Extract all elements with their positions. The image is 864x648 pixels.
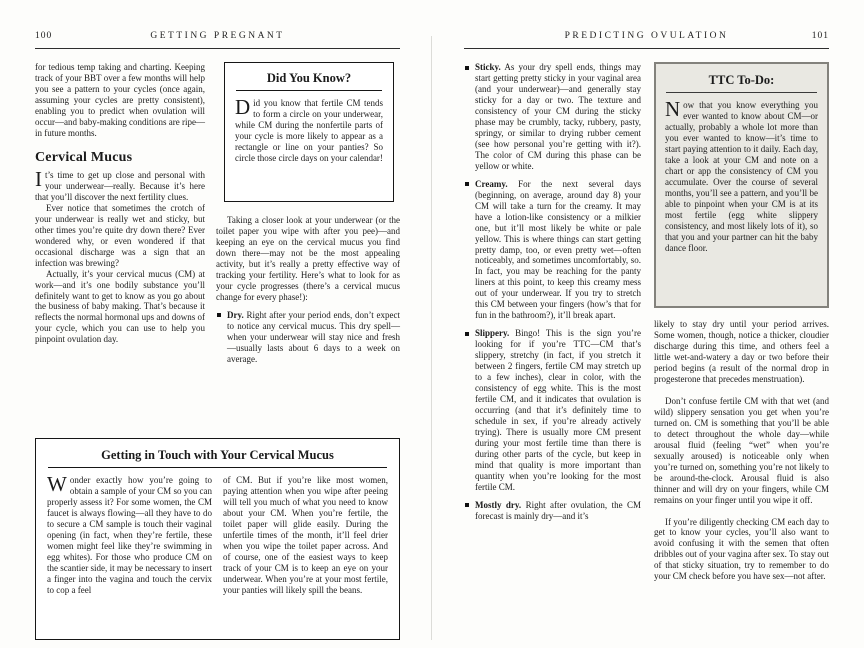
box-divider [48, 467, 387, 468]
spine-divider [431, 36, 432, 640]
box-divider [666, 92, 817, 93]
paragraph: Taking a closer look at your underwear (or the toilet paper you wipe with after you pee)—and keeping an eye on the cervical mucus you find down there—may not be the most appealing activity, but it’s really a pretty effective way of tracking your fertility. Here’s what to look for as your cycle progresses (there’s a cervical mucus change for every phase!): [216, 215, 400, 302]
left-page-column-1 [35, 62, 205, 345]
paragraph: for tedious temp taking and charting. Keeping track of your BBT over a few months will help you see a pattern to your cycles (once again, assuming your cycles are pretty consistent), enabling you to predict when ovulation will occur—and baby-making conditions are ripe—in future months. [35, 62, 205, 138]
bullet-text: Right after your period ends, don’t expect to notice any cervical mucus. This dry spell—when your underwear will stay nice and fresh—usually lasts about 6 days to a week on average. [227, 309, 401, 364]
bullet-item [464, 500, 641, 522]
bullet-item [464, 62, 641, 172]
did-you-know-box [224, 62, 394, 202]
bullet-item [464, 179, 641, 322]
paragraph: It’s time to get up close and personal with your underwear—really. Because it’s here that you’ll discover the next fertility clues. [35, 166, 205, 202]
bullet-square-icon [217, 313, 221, 317]
ttc-todo-box [654, 62, 829, 308]
bullet-lead: Creamy. [475, 178, 508, 189]
bullet-lead: Mostly dry. [475, 499, 522, 510]
running-head-title-left: GETTING PREGNANT [150, 31, 285, 41]
paragraph: Wonder exactly how you’re going to obtain a sample of your CM so you can properly assess it? For some women, the CM faucet is always flowing—all they have to do to secure a CM sample is touch their vaginal opening (in fact, when they’re fertile, these women might feel like they’re swimming in egg whites). For those who produce CM on the scantier side, it may be necessary to insert a finger into the vagina and touch the cervix to cop a feel [47, 472, 212, 595]
right-page-column-2 [654, 62, 829, 582]
paragraph: likely to stay dry until your period arrives. Some women, though, notice a thicker, cloudier discharge during this time, and others feel a little wet-and-watery a day or two before their period begins (a result of the normal drop in progesterone that precedes menstruation). [654, 319, 829, 384]
bullet-lead: Slippery. [475, 328, 510, 339]
left-page-column-2 [216, 62, 400, 372]
box-title: TTC To-Do: [708, 73, 775, 87]
bullet-square-icon [465, 503, 469, 507]
bullet-text: As your dry spell ends, things may start getting pretty sticky in your vaginal area (and your underwear)—and generally stay sticky for a day or two. The texture and consistency of your CM during the sticky phase may be crumbly, tacky, rubbery, pasty, springy, or similar to drying rubber cement (see how personal you’re getting with it?). The color of CM during this phase can be yellow or white. [475, 62, 641, 171]
bullet-square-icon [465, 332, 469, 336]
paragraph: Ever notice that sometimes the crotch of your underwear is really wet and sticky, but other times you’re quite dry down there? Ever wondered why, or even wondered if that occasional discharge was a sign that an infection was brewing? [35, 202, 205, 268]
bullet-item [216, 310, 400, 365]
box-columns [47, 472, 388, 596]
section-heading: Cervical Mucus [35, 149, 133, 165]
bullet-square-icon [465, 66, 469, 70]
box-title: Did You Know? [266, 71, 352, 85]
right-page-column-1 [464, 62, 641, 529]
paragraph: Did you know that fertile CM tends to form a circle on your underwear, while CM during the nonfertile parts of your cycle is more likely to appear as a rectangle or line on your panties? So circle those circle days on your calendar! [235, 95, 383, 164]
paragraph: Actually, it’s your cervical mucus (CM) at work—and it’s one bodily substance you’ll definitely want to get to know as you go about the business of baby making. That’s because it reflects the normal hormonal ups and downs of your cycle, which you can use to help you pinpoint ovulation day. [35, 268, 205, 345]
page-number-left: 100 [35, 31, 53, 41]
getting-in-touch-box [35, 438, 400, 640]
paragraph: Now that you know everything you ever wanted to know about CM—or actually, probably a whole lot more than you ever wanted to know—it’s time to start paying attention to it daily. Each day, take a look at your CM and note on a chart or app the consistency of CM you accumulate. Over the course of several months, you’ll see a pattern, and you’ll be able to pinpoint when your CM is at its most fertile (egg white slippery consistency, and most likely lots of it), so that you and your partner can hit the baby dance floor. [665, 97, 818, 253]
paragraph: of CM. But if you’re like most women, paying attention when you wipe after peeing will tell you much of what you need to know about your CM. When you’re fertile, the toilet paper will glide easily. During the unfertile times of the month, it’ll feel drier when you wipe the toilet paper across. And of course, one of the easiest ways to keep track of your CM is to keep an eye on your underwear. When you’re at your most fertile, your panties will likely spill the beans. [223, 475, 388, 595]
paragraph: If you’re diligently checking CM each day to get to know your cycles, you’ll also want to avoid confusing it with the semen that often dribbles out of your vagina after sex. To stay out of that sticky situation, try to remember to do your CM check before you have sex—not after. [654, 516, 829, 582]
running-head-right [464, 31, 829, 49]
bullet-text: Right after ovulation, the CM forecast is mainly dry—and it’s [475, 499, 642, 521]
bullet-text: For the next several days (beginning, on average, around day 8) your CM will take a turn for the creamy. It may have a lotion-like consistency or a milkier one, but it’ll most likely be white or pale yellow. This is where things can start getting pretty damp, too, or even pretty wet—often noticeably, and sometimes uncomfortably, so. In fact, you may be reaching for the panty liners at this point, to keep this creamy mess out of your underwear. If you try to stretch this CM between your fingers (how’s that for fun in the bathroom?), it’ll break apart. [475, 178, 642, 321]
bullet-text: Bingo! This is the sign you’re looking for if you’re TTC—CM that’s slippery, stretchy (in fact, if you stretch it between 2 fingers, fertile CM may stretch up to a few inches), clear in color, with the consistency of egg white. This is the most fertile CM, and it indicates that ovulation is occurring (and that it’s definitely time to schedule in sex, if you’re already actively trying). There is usually more CM present during your most fertile time than there is during other parts of the cycle, but keep in mind that quality is more important than quantity when you’re looking for the most fertile CM. [475, 328, 642, 492]
bullet-lead: Sticky. [475, 62, 501, 72]
box-divider [236, 90, 382, 91]
running-head-title-right: PREDICTING OVULATION [564, 31, 729, 41]
bullet-item [464, 328, 641, 493]
paragraph: Don’t confuse fertile CM with that wet (and wild) slippery sensation you get when you’re turned on. CM is something that you’ll be able to detect throughout the whole day—while arousal fluid (feeling “wet” when you’re sexually aroused) is noticeable only when you’re turned on, something you’re not likely to be around-the-clock. Arousal fluid is also thinner and will dry on your fingers, while CM remains on your finger until you wipe it off. [654, 395, 829, 505]
page-right [432, 0, 864, 648]
page-number-right: 101 [811, 31, 829, 41]
running-head-left [35, 31, 400, 49]
bullet-square-icon [465, 182, 469, 186]
bullet-lead: Dry. [227, 309, 244, 320]
box-title: Getting in Touch with Your Cervical Mucus [101, 448, 334, 462]
